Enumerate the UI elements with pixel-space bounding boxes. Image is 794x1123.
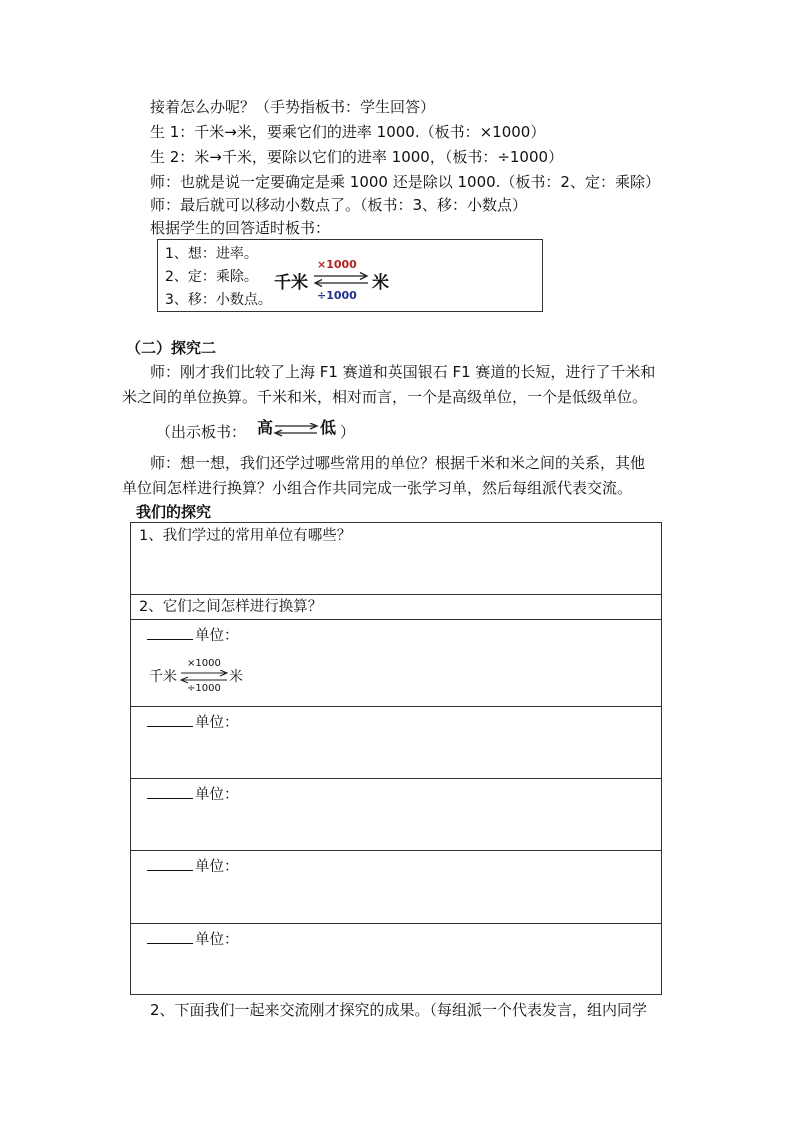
- board-step-2: 2、定：乘除。: [165, 269, 258, 285]
- fill-blank[interactable]: [147, 784, 193, 799]
- double-arrow-icon: [273, 423, 319, 437]
- worksheet-table: [130, 522, 662, 995]
- unit-row-5-label: 单位：: [147, 928, 239, 949]
- high-label: 高: [257, 418, 274, 437]
- unit-row-3: [131, 779, 661, 851]
- low-label: 低: [320, 418, 337, 437]
- board-step-1: 1、想：进率。: [165, 246, 258, 262]
- fill-blank[interactable]: [147, 712, 193, 727]
- question-2-row: [131, 595, 661, 620]
- unit-row-3-label: 单位：: [147, 783, 239, 804]
- unit-row-2-label: 单位：: [147, 711, 239, 732]
- paragraph-1a: 师：刚才我们比较了上海 F1 赛道和英国银石 F1 赛道的长短，进行了千米和: [150, 363, 656, 381]
- example-divide-label: ÷1000: [187, 683, 221, 694]
- unit-row-4: [131, 851, 661, 924]
- fill-blank[interactable]: [147, 625, 193, 640]
- text-line-4: 师：也就是说一定要确定是乘 1000 还是除以 1000.（板书：2、定：乘除）: [150, 173, 660, 191]
- text-line-2: 生 1：千米→米，要乘它们的进率 1000.（板书：×1000）: [150, 123, 546, 141]
- conversion-diagram: [274, 256, 394, 302]
- paragraph-2b: 单位间怎样进行换算？小组合作共同完成一张学习单，然后每组派代表交流。: [122, 479, 633, 497]
- unit-row-1: [131, 620, 661, 707]
- conversion-right-unit: 米: [372, 273, 389, 293]
- question-2: 2、它们之间怎样进行换算？: [139, 599, 323, 615]
- conversion-divide-label: ÷1000: [317, 289, 357, 302]
- unit-row-1-label: 单位：: [147, 624, 239, 645]
- example-right-unit: 米: [229, 669, 243, 685]
- example-multiply-label: ×1000: [187, 658, 221, 669]
- text-line-6: 根据学生的回答适时板书：: [150, 219, 331, 237]
- fill-blank[interactable]: [147, 929, 193, 944]
- double-arrow-icon: [312, 272, 370, 288]
- paragraph-2a: 师：想一想，我们还学过哪些常用的单位？根据千米和米之间的关系，其他: [150, 454, 646, 472]
- question-1-row: [131, 523, 661, 595]
- fill-blank[interactable]: [147, 856, 193, 871]
- conversion-left-unit: 千米: [274, 273, 308, 293]
- text-line-1: 接着怎么办呢？（手势指板书：学生回答）: [150, 98, 436, 116]
- unit-row-2: [131, 707, 661, 779]
- example-left-unit: 千米: [149, 669, 177, 685]
- section-heading: （二）探究二: [126, 339, 217, 357]
- example-conversion: [149, 658, 249, 698]
- unit-row-4-label: 单位：: [147, 855, 239, 876]
- conversion-multiply-label: ×1000: [317, 258, 357, 271]
- footer-text: 2、下面我们一起来交流刚才探究的成果。（每组派一个代表发言，组内同学: [150, 1001, 648, 1019]
- worksheet-title: 我们的探究: [136, 503, 212, 521]
- unit-row-5: [131, 924, 661, 994]
- board-close-text: ）: [340, 423, 356, 441]
- board-summary-box: [157, 239, 543, 312]
- double-arrow-icon: [179, 670, 229, 684]
- text-line-5: 师：最后就可以移动小数点了。（板书：3、移：小数点）: [150, 196, 528, 214]
- board-open-text: （出示板书：: [156, 423, 247, 441]
- question-1: 1、我们学过的常用单位有哪些？: [139, 528, 352, 544]
- board-step-3: 3、移：小数点。: [165, 292, 272, 308]
- text-line-3: 生 2：米→千米，要除以它们的进率 1000，（板书：÷1000）: [150, 148, 564, 166]
- paragraph-1b: 米之间的单位换算。千米和米，相对而言，一个是高级单位，一个是低级单位。: [122, 388, 648, 406]
